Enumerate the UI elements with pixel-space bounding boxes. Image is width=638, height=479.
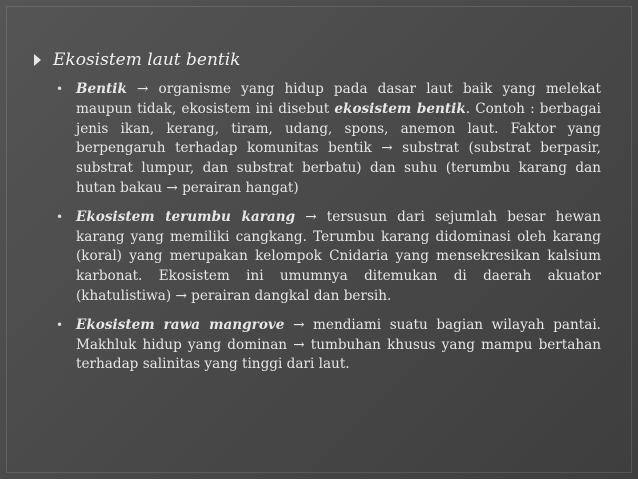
arrow-icon: → xyxy=(293,316,305,333)
bullet-text: Ekosistem terumbu karang → tersusun dari sejumlah besar hewan karang yang memiliki cangkang. Terumbu karang didominasi oleh karang (koral) yang merupakan kelompok Cnidaria yang mensekresikan kalsium karbonat. Ekosistem ini umumnya ditemukan di daerah akuator (khatulistiwa) → perairan dangkal dan bersih. xyxy=(76,208,601,304)
arrow-icon: → xyxy=(293,336,305,353)
bullet-item-bentik xyxy=(56,80,601,199)
arrow-icon: → xyxy=(137,81,149,97)
bullet-item-terumbu-karang xyxy=(56,208,601,307)
arrow-icon: → xyxy=(381,140,393,157)
bullet-text: Ekosistem rawa mangrove → mendiami suatu bagian wilayah pantai. Makhluk hidup yang dominan → tumbuhan khusus yang mampu bertahan terhadap salinitas yang tinggi dari laut. xyxy=(76,316,601,373)
term: Bentik xyxy=(76,81,127,97)
term: Ekosistem rawa mangrove xyxy=(76,316,285,333)
arrow-icon: → xyxy=(166,179,178,196)
slide-heading xyxy=(34,50,240,70)
term: ekosistem bentik xyxy=(334,100,466,117)
arrow-icon: → xyxy=(175,287,187,304)
term: Ekosistem terumbu karang xyxy=(76,208,296,225)
bullet-item-rawa-mangrove xyxy=(56,316,601,375)
triangle-bullet-icon xyxy=(34,54,41,66)
bullet-dot-icon: • xyxy=(56,82,64,96)
bullet-dot-icon: • xyxy=(56,317,64,332)
arrow-icon: → xyxy=(305,208,317,225)
bullet-list xyxy=(56,80,601,384)
bullet-text: Bentik → organisme yang hidup pada dasar laut baik yang melekat maupun tidak, ekosistem ini disebut ekosistem bentik. Contoh : berbagai jenis ikan, kerang, tiram, udang, spons, anemon laut. Faktor yang berpengaruh terhadap komunitas bentik → substrat (substrat berpasir, substrat lumpur, dan substrat berbatu) dan suhu (terumbu karang dan hutan bakau → perairan hangat) xyxy=(76,81,602,196)
heading-title: Ekosistem laut bentik xyxy=(53,50,241,70)
bullet-dot-icon: • xyxy=(56,209,64,224)
